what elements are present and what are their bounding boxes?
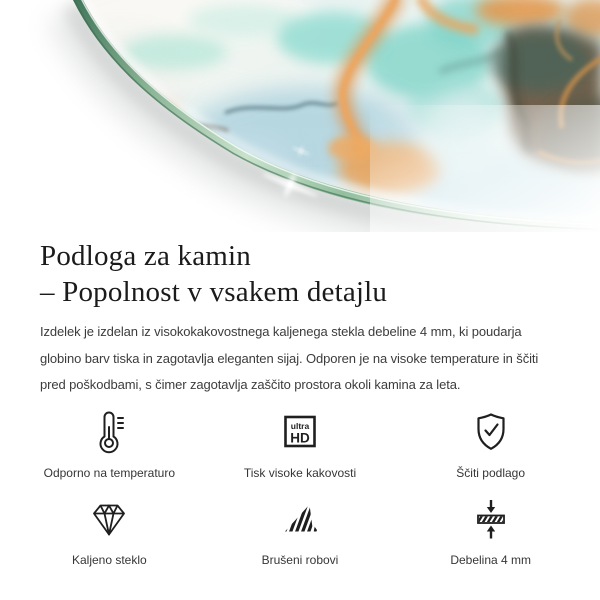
feature-label: Brušeni robovi	[261, 552, 339, 567]
icon-box	[471, 494, 511, 542]
feature-ground-edges	[205, 494, 396, 567]
feature-label: Debelina 4 mm	[450, 552, 532, 567]
feature-label: Kaljeno steklo	[71, 552, 147, 567]
ultra-hd-icon	[280, 409, 320, 455]
ultra-hd-badge-text-top: ultra	[290, 420, 310, 431]
icon-box	[280, 407, 320, 455]
product-description: Izdelek je izdelan iz visokokakovostnega kaljenega stekla debeline 4 mm, ki poudarja globino barv tiska in zagotavlja eleganten sijaj. Odporen je na visoke temperature in ščiti pred poškodbami, s čimer zagotavlja zaščito prostora okoli kamina za leta.	[40, 324, 539, 392]
thickness-4mm-icon	[471, 496, 511, 542]
features-grid	[0, 407, 600, 567]
icon-box	[89, 407, 129, 455]
product-hero	[0, 0, 600, 232]
feature-protects-base	[395, 407, 586, 480]
feature-tempered-glass	[14, 494, 205, 567]
brushed-edges-icon	[280, 496, 320, 542]
icon-box	[280, 494, 320, 542]
icon-box	[89, 494, 129, 542]
feature-label: Tisk visoke kakovosti	[243, 465, 357, 480]
diamond-icon	[89, 496, 129, 542]
feature-label: Odporno na temperaturo	[43, 465, 176, 480]
feature-temperature	[14, 407, 205, 480]
icon-box	[471, 407, 511, 455]
feature-print-quality	[205, 407, 396, 480]
title-line-2: – Popolnost v vsakem detajlu	[40, 276, 388, 308]
content-section	[0, 238, 600, 399]
feature-label: Ščiti podlago	[456, 465, 526, 480]
shield-check-icon	[471, 409, 511, 455]
title-line-1: Podloga za kamin	[40, 240, 251, 272]
ultra-hd-badge-text-bottom: HD	[290, 430, 310, 445]
product-image	[0, 0, 600, 232]
feature-thickness	[395, 494, 586, 567]
page-title	[40, 238, 560, 310]
thermometer-icon	[89, 409, 129, 455]
